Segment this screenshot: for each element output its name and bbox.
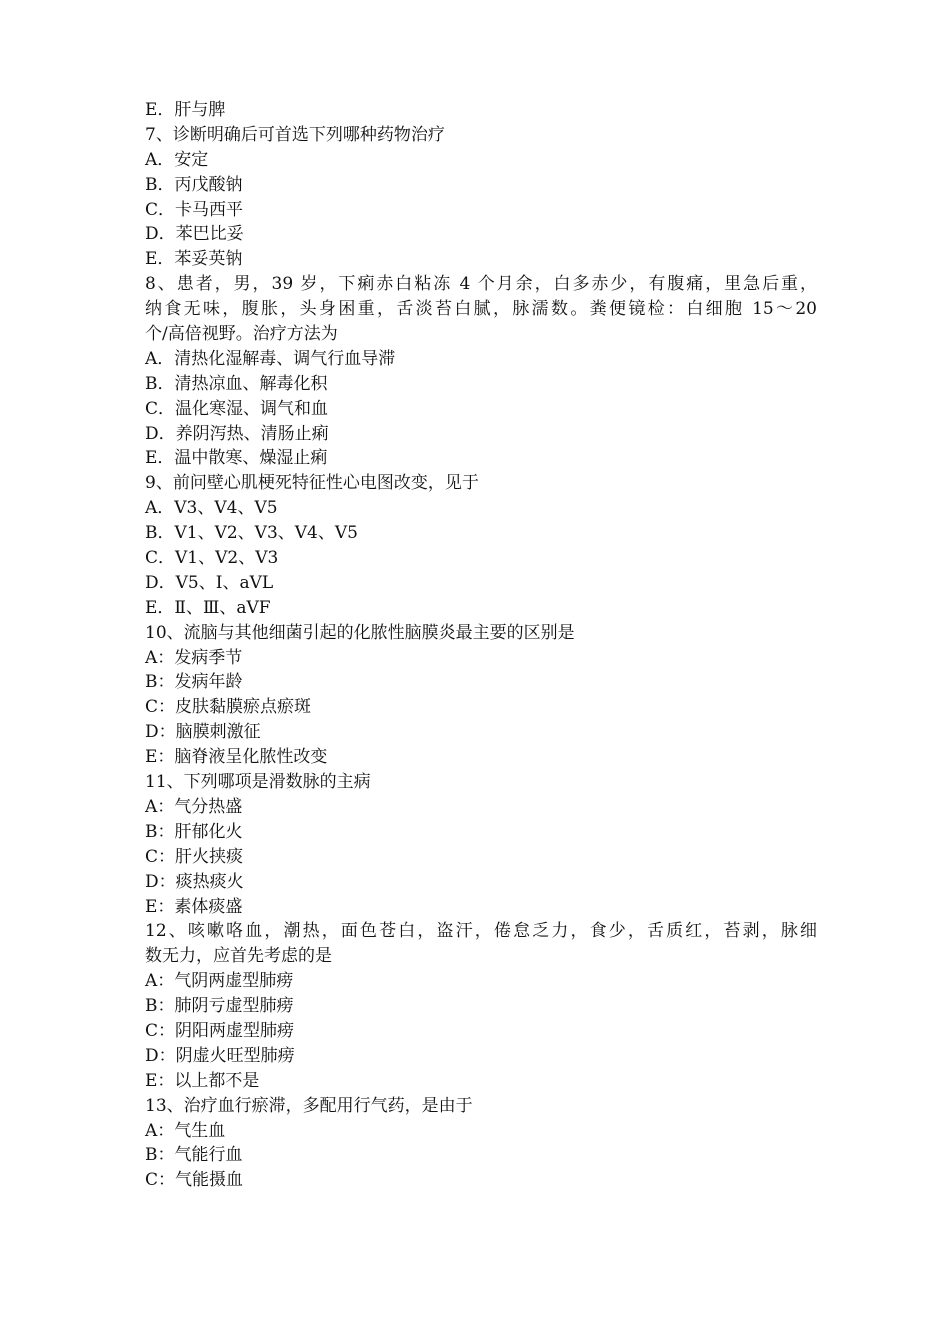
text-line: 数无力，应首先考虑的是 [145, 946, 332, 967]
text-line: E．Ⅱ、Ⅲ、aⅤF [145, 597, 271, 618]
text-line: A．Ⅴ3、Ⅴ4、Ⅴ5 [145, 498, 278, 519]
text-line: C：阴阳两虚型肺痨 [145, 1020, 295, 1041]
text-line: C：气能摄血 [145, 1170, 244, 1191]
text-line: D：脑膜刺激征 [145, 722, 261, 743]
text-line: E：以上都不是 [145, 1070, 260, 1091]
text-line: E：脑脊液呈化脓性改变 [145, 747, 328, 768]
text-line: C：肝火挟痰 [145, 846, 244, 867]
text-line: E．肝与脾 [145, 100, 226, 120]
text-line: D．Ⅴ5、Ⅰ、aⅤL [145, 572, 274, 593]
text-line: 12、咳嗽咯血，潮热，面色苍白，盗汗，倦怠乏力，食少，舌质红，苔剥，脉细 [145, 921, 817, 942]
text-line: 9、前问壁心肌梗死特征性心电图改变，见于 [145, 473, 479, 494]
text-line: 纳食无味，腹胀，头身困重，舌淡苔白腻，脉濡数。粪便镜检：白细胞 15～20 [145, 299, 817, 320]
text-line: C．温化寒湿、调气和血 [145, 398, 329, 419]
text-line: 7、诊断明确后可首选下列哪种药物治疗 [145, 124, 445, 145]
text-line: A．安定 [145, 149, 209, 170]
text-line: A：发病季节 [145, 647, 243, 668]
text-line: C．Ⅴ1、Ⅴ2、Ⅴ3 [145, 548, 279, 569]
text-line: D．养阴泻热、清肠止痢 [145, 423, 329, 444]
text-line: D：阴虚火旺型肺痨 [145, 1045, 295, 1066]
text-line: B：肺阴亏虚型肺痨 [145, 996, 294, 1017]
text-line: A．清热化湿解毒、调气行血导滞 [145, 348, 396, 369]
text-line: D．苯巴比妥 [145, 224, 244, 245]
text-line: B：气能行血 [145, 1145, 243, 1166]
text-line: E：素体痰盛 [145, 896, 243, 917]
text-line: D：痰热痰火 [145, 871, 244, 892]
text-line: 11、下列哪项是滑数脉的主病 [145, 772, 371, 793]
text-line: A：气阴两虚型肺痨 [145, 971, 294, 992]
text-line: C．卡马西平 [145, 199, 244, 220]
text-line: 10、流脑与其他细菌引起的化脓性脑膜炎最主要的区别是 [145, 622, 575, 643]
text-line: E．温中散寒、燥湿止痢 [145, 448, 328, 469]
text-line: B．Ⅴ1、Ⅴ2、Ⅴ3、Ⅴ4、Ⅴ5 [145, 523, 358, 544]
text-line: B：肝郁化火 [145, 821, 243, 842]
text-line: 13、治疗血行瘀滞，多配用行气药，是由于 [145, 1095, 473, 1116]
text-line: 个/高倍视野。治疗方法为 [145, 324, 338, 345]
text-line: A：气分热盛 [145, 796, 243, 817]
document-body [145, 98, 817, 1193]
text-line: B：发病年龄 [145, 672, 243, 693]
text-line: B．清热凉血、解毒化积 [145, 373, 328, 394]
text-line: 8、患者，男，39 岁，下痢赤白粘冻 4 个月余，白多赤少，有腹痛，里急后重， [145, 274, 817, 295]
text-line: C：皮肤黏膜瘀点瘀斑 [145, 697, 312, 718]
text-line: B．丙戊酸钠 [145, 174, 243, 195]
text-line: E．苯妥英钠 [145, 249, 243, 270]
text-line: A：气生血 [145, 1120, 226, 1141]
